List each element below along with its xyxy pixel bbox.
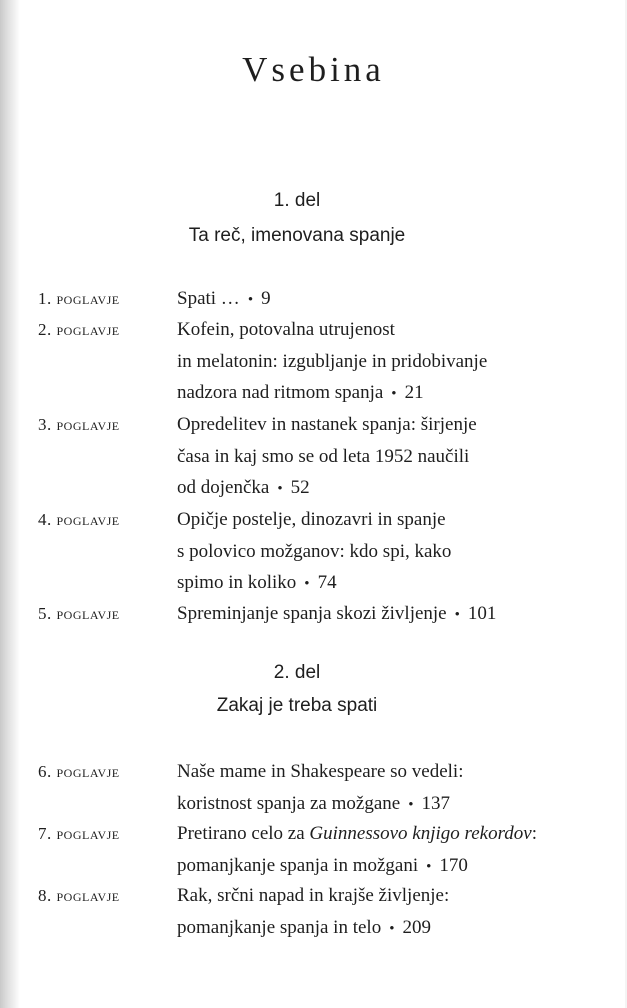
bullet-separator: •	[389, 920, 395, 937]
chapter-title-line: koristnost spanja za možgane	[177, 792, 401, 814]
part-heading	[0, 662, 594, 684]
page-number: 74	[317, 572, 337, 593]
chapter-title	[177, 818, 617, 883]
chapter-label: 5. poglavje	[38, 604, 120, 623]
chapter-label: 6. poglavje	[38, 762, 120, 781]
part-heading	[0, 695, 594, 717]
chapter-title-line: Rak, srčni napad in krajše življenje:	[177, 885, 450, 906]
page-number: 170	[439, 854, 468, 876]
page-number: 52	[290, 477, 310, 498]
chapter-title	[177, 283, 617, 317]
part-name: Zakaj je treba spati	[216, 695, 378, 716]
chapter-label: 4. poglavje	[38, 510, 120, 529]
bullet-separator: •	[408, 796, 414, 813]
chapter-title-line: Kofein, potovalna utrujenost	[177, 319, 395, 340]
page-gutter-shadow	[0, 0, 20, 1008]
chapter-title-line: Opredelitev in nastanek spanja: širjenje	[177, 414, 477, 435]
chapter-title	[177, 409, 617, 506]
chapter-title	[177, 880, 617, 945]
bullet-separator: •	[454, 607, 460, 623]
chapter-title-line: s polovico možganov: kdo spi, kako	[177, 540, 452, 562]
chapter-title-line: in melatonin: izgubljanje in pridobivanje	[177, 350, 488, 372]
chapter-label: 8. poglavje	[38, 886, 120, 905]
part-name: Ta reč, imenovana spanje	[188, 225, 406, 246]
chapter-title-line: Pretirano celo za	[177, 823, 310, 844]
chapter-title-line: časa in kaj smo se od leta 1952 naučili	[177, 445, 470, 467]
page-number: 137	[421, 792, 450, 814]
chapter-title-line: spimo in koliko	[177, 572, 297, 593]
bullet-separator: •	[247, 292, 254, 308]
bullet-separator: •	[304, 576, 310, 592]
chapter-title-line: nadzora nad ritmom spanja	[177, 382, 384, 403]
bullet-separator: •	[426, 858, 432, 875]
page-number: 21	[404, 382, 424, 403]
chapter-label: 3. poglavje	[38, 415, 120, 434]
part-heading	[0, 225, 594, 247]
chapter-title-line: Spreminjanje spanja skozi življenje	[177, 603, 447, 624]
chapter-title-line: Opičje postelje, dinozavri in spanje	[177, 509, 446, 530]
chapter-title-line: pomanjkanje spanja in telo	[177, 916, 382, 938]
chapter-title	[177, 504, 617, 601]
bullet-separator: •	[391, 386, 397, 402]
chapter-title	[177, 598, 617, 632]
chapter-title-line: od dojenčka	[177, 477, 270, 498]
chapter-title-line: Spati …	[177, 288, 240, 309]
punctuation: :	[531, 823, 538, 844]
chapter-title	[177, 314, 617, 411]
part-heading	[0, 190, 594, 212]
chapter-title-line: Naše mame in Shakespeare so vedeli:	[177, 761, 464, 782]
bullet-separator: •	[277, 481, 283, 497]
page-number: 101	[467, 603, 497, 624]
chapter-label: 2. poglavje	[38, 320, 120, 339]
chapter-label: 1. poglavje	[38, 289, 120, 308]
chapter-title	[177, 756, 617, 821]
chapter-label: 7. poglavje	[38, 824, 120, 843]
page-number: 209	[402, 916, 431, 938]
page-number: 9	[261, 288, 271, 309]
book-title-italic: Guinnessovo knjigo rekordov	[309, 823, 532, 844]
chapter-title-line: pomanjkanje spanja in možgani	[177, 854, 419, 876]
part-number: 1. del	[273, 190, 321, 211]
page-title: Vsebina	[242, 50, 385, 89]
part-number: 2. del	[273, 662, 321, 683]
